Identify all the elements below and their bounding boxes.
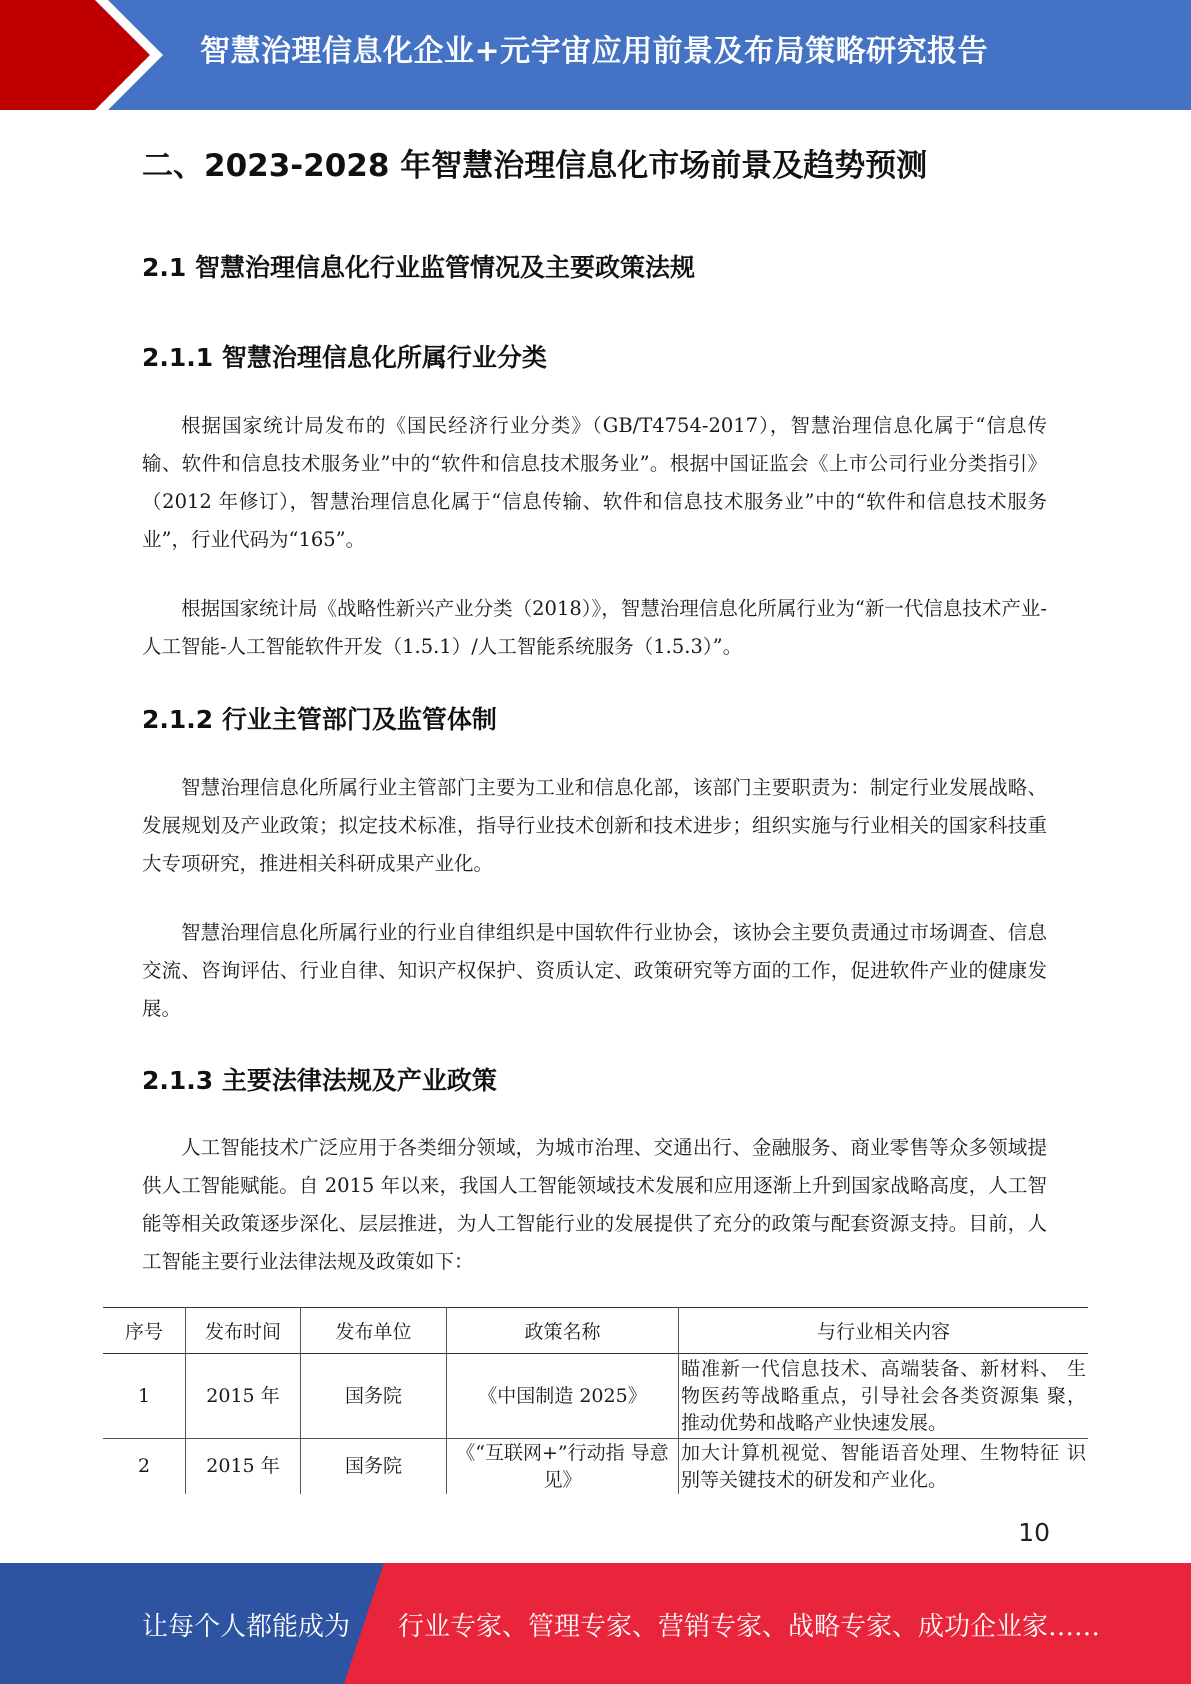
section-heading-2-1-2: 2.1.2 行业主管部门及监管体制 (142, 705, 497, 734)
column-header-no: 序号 (103, 1308, 186, 1354)
cell-policy-name: 《“互联网+”行动指 导意见》 (447, 1439, 679, 1495)
cell-issuer: 国务院 (301, 1439, 447, 1495)
table-row (103, 1354, 1088, 1439)
footer-slogan-left: 让每个人都能成为 (142, 1612, 351, 1642)
paragraph-self-regulatory-org: 智慧治理信息化所属行业的行业自律组织是中国软件行业协会，该协会主要负责通过市场调查、信息交流、咨询评估、行业自律、知识产权保护、资质认定、政策研究等方面的工作，促进软件产业的健康发展。 (142, 921, 1047, 1020)
cell-no: 1 (103, 1354, 186, 1439)
table-row (103, 1439, 1088, 1495)
report-title: 智慧治理信息化企业+元宇宙应用前景及布局策略研究报告 (200, 34, 989, 69)
column-header-content: 与行业相关内容 (679, 1308, 1089, 1354)
cell-date: 2015 年 (186, 1354, 301, 1439)
paragraph-strategic-industry: 根据国家统计局《战略性新兴产业分类（2018）》，智慧治理信息化所属行业为“新一代信息技术产业-人工智能-人工智能软件开发（1.5.1）/人工智能系统服务（1.5.3）”。 (142, 597, 1047, 658)
section-heading-2-1: 2.1 智慧治理信息化行业监管情况及主要政策法规 (142, 253, 695, 282)
cell-content: 加大计算机视觉、智能语音处理、生物特征 识别等关键技术的研发和产业化。 (679, 1439, 1089, 1495)
chapter-heading: 二、2023-2028 年智慧治理信息化市场前景及趋势预测 (142, 148, 928, 184)
column-header-date: 发布时间 (186, 1308, 301, 1354)
paragraph-ai-policy: 人工智能技术广泛应用于各类细分领域，为城市治理、交通出行、金融服务、商业零售等众多领域提供人工智能赋能。自 2015 年以来，我国人工智能领域技术发展和应用逐渐上升到国家战略高度，人工智能等相关政策逐步深化、层层推进，为人工智能行业的发展提供了充分的政策与配套资源支持。目前，人工智能主要行业法律法规及政策如下： (142, 1136, 1047, 1273)
footer-banner (0, 1563, 1191, 1684)
cell-issuer: 国务院 (301, 1354, 447, 1439)
header-banner (0, 0, 1191, 110)
table-header-row (103, 1308, 1088, 1354)
paragraph-industry-classification: 根据国家统计局发布的《国民经济行业分类》（GB/T4754-2017），智慧治理信息化属于“信息传输、软件和信息技术服务业”中的“软件和信息技术服务业”。根据中国证监会《上市公司行业分类指引》（2012 年修订），智慧治理信息化属于“信息传输、软件和信息技术服务业”中的“软件和信息技术服务业”，行业代码为“165”。 (142, 414, 1047, 551)
column-header-policy-name: 政策名称 (447, 1308, 679, 1354)
page-number: 10 (1018, 1518, 1050, 1547)
paragraph-regulator: 智慧治理信息化所属行业主管部门主要为工业和信息化部，该部门主要职责为：制定行业发展战略、发展规划及产业政策；拟定技术标准，指导行业技术创新和技术进步；组织实施与行业相关的国家科技重大专项研究，推进相关科研成果产业化。 (142, 776, 1047, 875)
section-heading-2-1-1: 2.1.1 智慧治理信息化所属行业分类 (142, 343, 547, 372)
cell-policy-name: 《中国制造 2025》 (447, 1354, 679, 1439)
footer-slogan-right: 行业专家、管理专家、营销专家、战略专家、成功企业家…… (398, 1612, 1101, 1642)
section-heading-2-1-3: 2.1.3 主要法律法规及产业政策 (142, 1066, 497, 1095)
column-header-issuer: 发布单位 (301, 1308, 447, 1354)
cell-no: 2 (103, 1439, 186, 1495)
policy-table (103, 1307, 1088, 1494)
cell-content: 瞄准新一代信息技术、高端装备、新材料、 生物医药等战略重点，引导社会各类资源集 聚，推动优势和战略产业快速发展。 (679, 1354, 1089, 1439)
cell-date: 2015 年 (186, 1439, 301, 1495)
